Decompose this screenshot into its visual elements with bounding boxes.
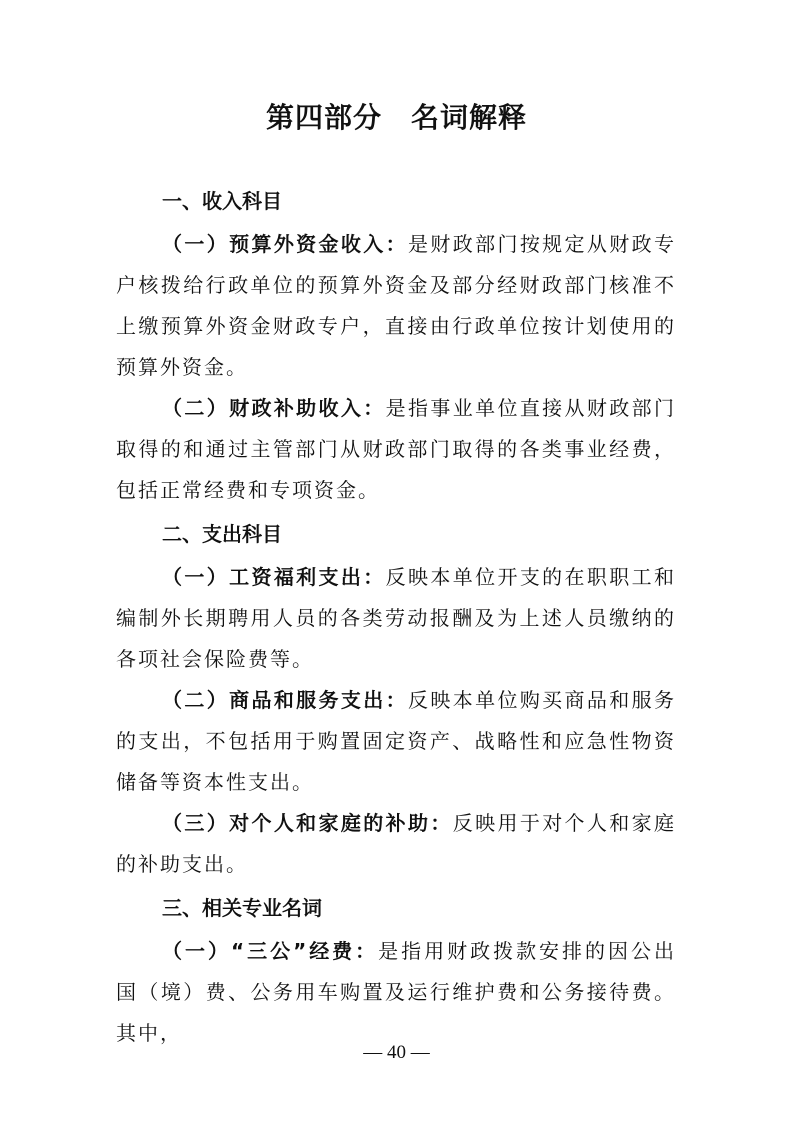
- definition-text: 是指事业单位直接从财政部门取得的和通过主管部门从财政部门取得的各类事业经费，包括正常经费和专项资金。: [116, 396, 677, 502]
- definition-paragraph: [116, 931, 676, 1054]
- page-title: 第四部分 名词解释: [265, 101, 527, 134]
- definition-text: 反映本单位购买商品和服务的支出，不包括用于购置固定资产、战略性和应急性物资储备等资本性支出。: [116, 688, 676, 794]
- section-income: [116, 178, 676, 511]
- definition-paragraph: [116, 557, 676, 680]
- definition-text: 反映本单位开支的在职职工和编制外长期聘用人员的各类劳动报酬及为上述人员缴纳的各项社会保险费等。: [116, 565, 677, 671]
- definition-paragraph: [116, 803, 676, 885]
- section-heading: 二、支出科目: [162, 522, 282, 546]
- definition-paragraph: [116, 680, 676, 803]
- definition-term: （三）对个人和家庭的补助：: [162, 811, 453, 835]
- section-heading: 一、收入科目: [162, 189, 282, 213]
- definition-term: （一）预算外资金收入：: [162, 232, 408, 256]
- page-number: — 40 —: [363, 1042, 430, 1063]
- document-body: [116, 178, 676, 1054]
- definition-paragraph: [116, 388, 676, 511]
- definition-text: 是指用财政拨款安排的因公出国（境）费、公务用车购置及运行维护费和公务接待费。其中，: [116, 939, 676, 1045]
- definition-term: （二）财政补助收入：: [162, 396, 386, 420]
- definition-term: （二）商品和服务支出：: [162, 688, 408, 712]
- definition-text: 是财政部门按规定从财政专户核拨给行政单位的预算外资金及部分经财政部门核准不上缴预算外资金财政专户，直接由行政单位按计划使用的预算外资金。: [116, 232, 676, 379]
- section-expenditure: [116, 511, 676, 885]
- definition-term: （一）“三公”经费：: [162, 939, 379, 963]
- definition-term: （一）工资福利支出：: [162, 565, 386, 589]
- definition-paragraph: [116, 224, 676, 388]
- section-heading: 三、相关专业名词: [162, 896, 322, 920]
- section-terms: [116, 885, 676, 1054]
- definition-text: 反映用于对个人和家庭的补助支出。: [116, 811, 677, 876]
